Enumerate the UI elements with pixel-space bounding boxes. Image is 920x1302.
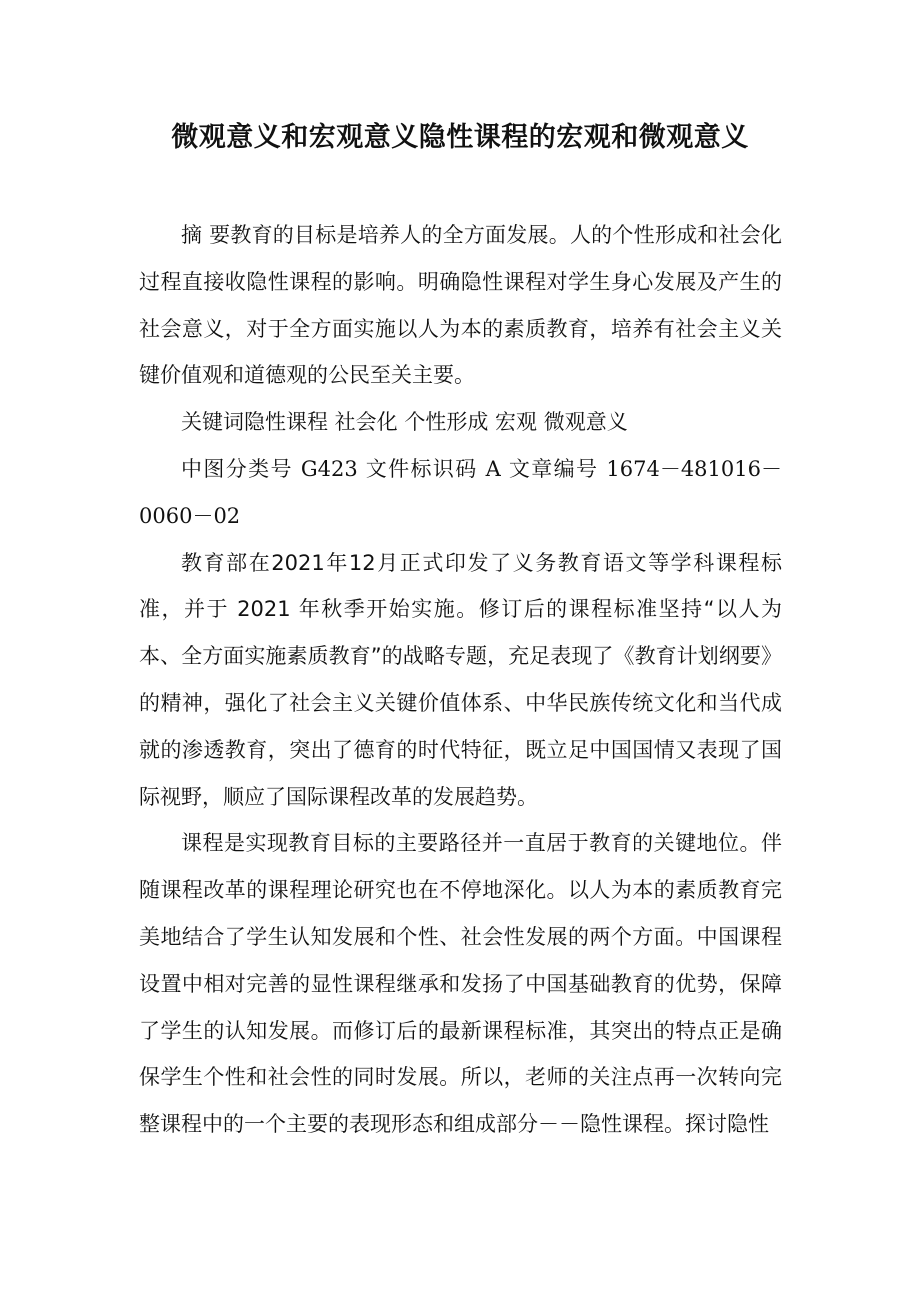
document-title: 微观意义和宏观意义隐性课程的宏观和微观意义 xyxy=(171,122,749,153)
keywords-line: 关键词隐性课程 社会化 个性形成 宏观 微观意义 xyxy=(181,410,628,435)
document-body xyxy=(139,212,782,1148)
body-paragraph-2: 课程是实现教育目标的主要路径并一直居于教育的关键地位。伴随课程改革的课程理论研究也在不停地深化。以人为本的素质教育完美地结合了学生认知发展和个性、社会性发展的两个方面。中国课程设置中相对完善的显性课程继承和发扬了中国基础教育的优势，保障了学生的认知发展。而修订后的最新课程标准，其突出的特点正是确保学生个性和社会性的同时发展。所以，老师的关注点再一次转向完整课程中的一个主要的表现形态和组成部分－－隐性课程。探讨隐性 xyxy=(139,831,782,1137)
body-paragraph-1: 教育部在2021年12月正式印发了义务教育语文等学科课程标准，并于 2021 年秋季开始实施。修订后的课程标准坚持“以人为本、全方面实施素质教育”的战略专题，充足表现了《教育计划纲要》的精神，强化了社会主义关键价值体系、中华民族传统文化和当代成就的渗透教育，突出了德育的时代特征，既立足中国国情又表现了国际视野，顺应了国际课程改革的发展趋势。 xyxy=(139,550,782,809)
abstract-paragraph: 摘 要教育的目标是培养人的全方面发展。人的个性形成和社会化过程直接收隐性课程的影响。明确隐性课程对学生身心发展及产生的社会意义，对于全方面实施以人为本的素质教育，培养有社会主义关键价值观和道德观的公民至关主要。 xyxy=(139,223,782,388)
classification-line: 中图分类号 G423 文件标识码 A 文章编号 1674－481016－0060－02 xyxy=(139,456,782,528)
